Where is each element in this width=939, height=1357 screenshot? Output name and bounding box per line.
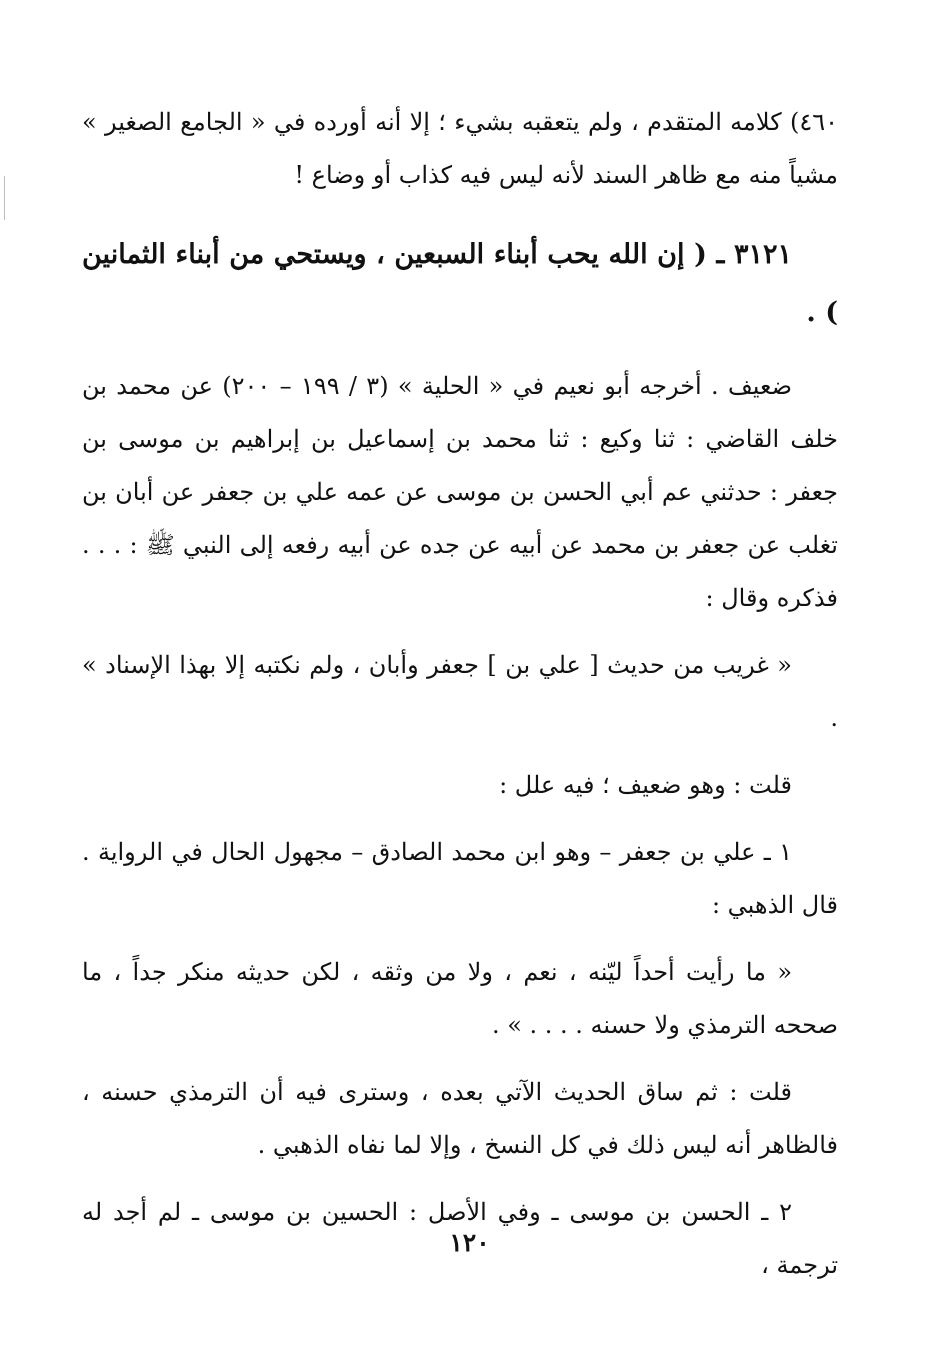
paragraph-quote-gharib: [82, 639, 838, 745]
paragraph-text: ١ ـ علي بن جعفر – وهو ابن محمد الصادق – مجهول الحال في الرواية . قال الذهبي :: [82, 838, 838, 919]
page-number: ١٢٠: [449, 1228, 490, 1257]
paragraph-illa-1: [82, 826, 838, 932]
document-page: [82, 96, 838, 1306]
paragraph-text: ضعيف . أخرجه أبو نعيم في « الحلية » (٣ / ١٩٩ – ٢٠٠) عن محمد بن خلف القاضي : ثنا وكيع : ثنا محمد بن إسماعيل بن إبراهيم بن موسى بن جعفر : حدثني عم أبي الحسن بن موسى عن عمه علي بن جعفر عن أبان بن تغلب عن جعفر بن محمد عن أبيه عن جده عن أبيه رفعه إلى النبي ﷺ : . . . فذكره وقال :: [82, 372, 838, 612]
paragraph-text: ٢ ـ الحسن بن موسى ـ وفي الأصل : الحسين بن موسى ـ لم أجد له ترجمة ،: [82, 1198, 838, 1279]
hadith-heading-text: ٣١٢١ ـ ( إن الله يحب أبناء السبعين ، ويستحي من أبناء الثمانين ) .: [82, 239, 838, 328]
scan-edge-mark: [4, 176, 5, 220]
paragraph-dhahabi-quote: [82, 946, 838, 1052]
paragraph-text: قلت : ثم ساق الحديث الآتي بعده ، وسترى فيه أن الترمذي حسنه ، فالظاهر أنه ليس ذلك في كل النسخ ، وإلا لما نفاه الذهبي .: [82, 1078, 838, 1159]
paragraph-takhrij: [82, 360, 838, 625]
paragraph-text: قلت : وهو ضعيف ؛ فيه علل :: [499, 771, 792, 799]
paragraph-qult-tirmidhi: [82, 1066, 838, 1172]
paragraph-qult-illal: [82, 759, 838, 812]
paragraph-text: « غريب من حديث [ علي بن ] جعفر وأبان ، ولم نكتبه إلا بهذا الإسناد » .: [82, 651, 838, 732]
hadith-heading: [82, 226, 838, 342]
paragraph-text: « ما رأيت أحداً ليّنه ، نعم ، ولا من وثقه ، لكن حديثه منكر جداً ، ما صححه الترمذي ولا حسنه . . . . » .: [82, 958, 838, 1039]
footnote-continuation: ٤٦٠) كلامه المتقدم ، ولم يتعقبه بشيء ؛ إلا أنه أورده في « الجامع الصغير » مشياً منه مع ظاهر السند لأنه ليس فيه كذاب أو وضاع !: [82, 108, 838, 189]
